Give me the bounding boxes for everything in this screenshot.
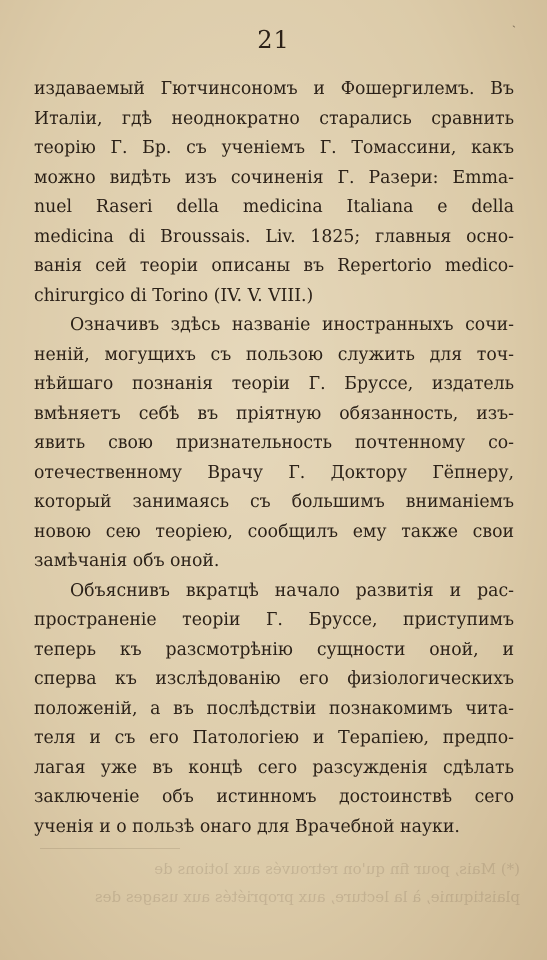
text-line-2: Италіи, гдѣ неоднократно старались сравнить [34,108,514,129]
text-line-5: nuel Raseri della medicina Italiana e della [34,197,514,217]
text-line-11: нѣйшаго познанія теоріи Г. Бруссе, издатель [34,374,514,394]
text-line-1: издаваемый Гютчинсономъ и Фошергилемъ. Въ [34,79,514,99]
text-line-23: теля и съ его Патологіею и Терапіею, предпо- [34,728,514,748]
corner-mark: ˎ [512,14,516,28]
text-line-17: замѣчанія объ оной. [34,551,220,571]
text-line-15: который занимаясь съ большимъ вниманіемъ [34,492,514,512]
text-line-10: неній, могущихъ съ пользою служить для точ- [34,344,514,365]
text-line-18: Объяснивъ вкратцѣ начало развитія и рас- [70,580,514,601]
text-line-24: лагая уже въ концѣ сего разсужденія сдѣлать [34,757,514,778]
text-line-19: пространеніе теоріи Г. Бруссе, приступимъ [34,610,514,630]
bleed-through-rule [40,848,180,849]
text-line-13: явить свою признательность почтенному со- [34,433,514,453]
page-number: 21 [257,26,290,54]
text-line-20: теперь къ разсмотрѣнію сущности оной, и [34,639,514,660]
text-line-25: заключеніе объ истинномъ достоинствѣ сего [34,787,514,807]
text-line-6: medicina di Broussais. Liv. 1825; главныя осно- [34,226,514,247]
bleed-through-line-2: plaistiqunie, à la lecture, aux propriétés aux usages des [94,888,520,906]
text-line-7: ванія сей теоріи описаны въ Repertorio medico- [34,256,514,276]
text-line-8: chirurgico di Torino (IV. V. VIII.) [34,285,314,306]
text-line-14: отечественному Врачу Г. Доктору Гёпнеру, [34,462,514,483]
body-text [34,75,514,842]
text-line-26: ученія и о пользѣ онаго для Врачебной науки. [34,816,460,837]
bleed-through-line-1: (*) Mais, pour fin qu'on retrouvés aux lotions de [154,860,520,878]
text-line-16: новою сею теоріею, сообщилъ ему также свои [34,521,514,542]
text-line-4: можно видѣть изъ сочиненія Г. Разери: Emma- [34,167,514,188]
text-line-21: сперва къ изслѣдованію его физіологическихъ [34,669,514,689]
text-line-12: вмѣняетъ себѣ въ пріятную обязанность, изъ- [34,403,514,424]
text-line-22: положеній, а въ послѣдствіи познакомимъ чита- [34,698,514,719]
text-line-3: теорію Г. Бр. съ ученіемъ Г. Томассини, какъ [34,138,514,158]
text-line-9: Означивъ здѣсь названіе иностранныхъ сочи- [70,315,514,335]
